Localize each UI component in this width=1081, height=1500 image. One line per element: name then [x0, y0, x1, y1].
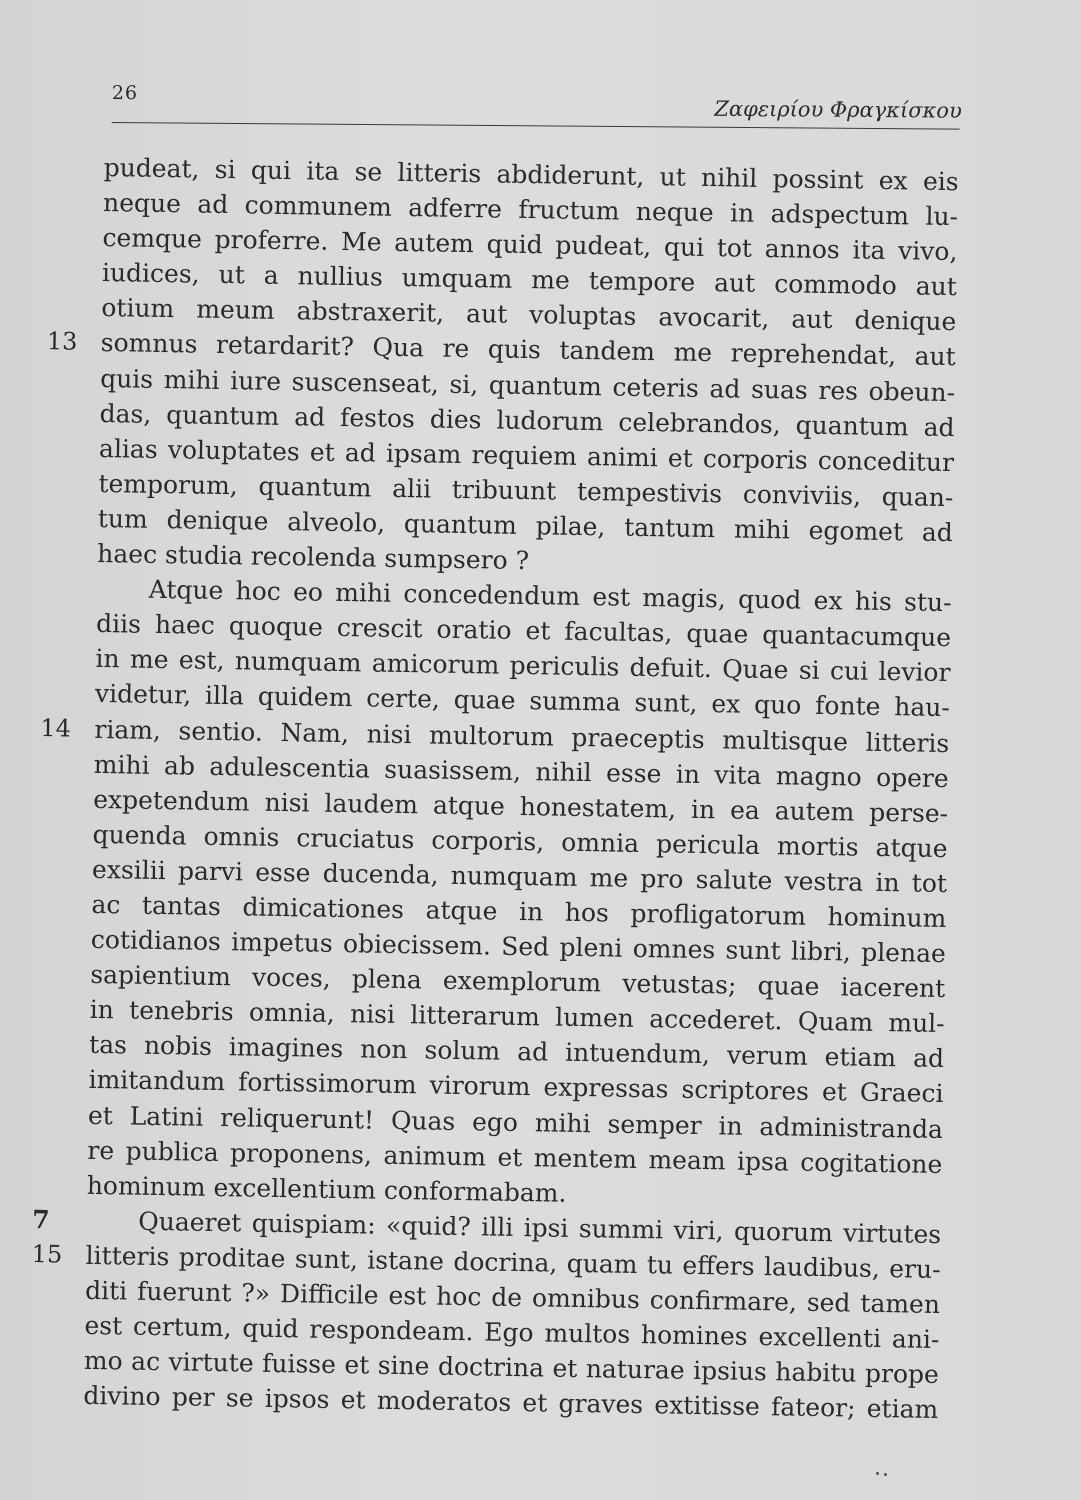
text-line: otium meum abstraxerit, aut voluptas avocarit, aut denique [101, 293, 957, 337]
print-speck [884, 1473, 887, 1476]
running-head: Ζαφειρίου Φραγκίσκου [714, 96, 962, 123]
text-line: diis haec quoque crescit oratio et facultas, quae quantacumque [95, 609, 952, 653]
print-speck [876, 1472, 879, 1475]
text-line: cotidianos impetus obiecissem. Sed pleni omnes sunt libri, plenae [90, 924, 947, 969]
section-number: 14 [40, 713, 72, 743]
text-line: iudices, ut a nullius umquam me tempore aut commodo aut [101, 258, 958, 302]
text-line: mo ac virtute fuisse et sine doctrina et naturae ipsius habitu prope [83, 1346, 940, 1390]
text-line: tas nobis imagines non solum ad intuendum, verum etiam ad [88, 1030, 945, 1074]
chapter-number: 7 [32, 1204, 50, 1235]
latin-text [31, 150, 959, 1427]
text-line: quis mihi iure suscenseat, si, quantum ceteris ad suas res obeun- [99, 363, 956, 407]
header-rule [112, 122, 960, 130]
text-line: exsilii parvi esse ducenda, numquam me pro salute vestra in tot [91, 854, 948, 898]
text-line: 13 somnus retardarit? Qua re quis tandem me reprehendat, aut [101, 325, 956, 374]
section-number: 15 [31, 1239, 63, 1269]
text-line: Atque hoc eo mihi concedendum est magis, quod ex his stu- [148, 574, 952, 618]
text-line: est certum, quid respondeam. Ego multos homines excellenti ani- [84, 1310, 940, 1355]
text-line: das, quantum ad festos dies ludorum celebrandos, quantum ad [99, 398, 955, 442]
page-header [112, 78, 962, 133]
text-line: 15 litteris proditae sunt, istane docrina, quam tu effers laudibus, eru- [85, 1238, 940, 1287]
section-number: 13 [46, 327, 78, 357]
text-line: haec studia recolenda sumpsero ? [97, 538, 530, 576]
text-line: videtur, illa quidem certe, quae summa sunt, ex quo fonte hau- [94, 679, 951, 723]
text-line: tum denique alveolo, quantum pilae, tantum mihi egomet ad [97, 503, 954, 548]
text-line: imitandum fortissimorum virorum expressas scriptores et Graeci [88, 1065, 944, 1109]
page-number: 26 [111, 81, 139, 105]
text-line: 7 Quaeret quispiam: «quid? illi ipsi summi viri, quorum virtutes [86, 1203, 941, 1252]
text-line: in tenebris omnia, nisi litterarum lumen accederet. Quam mul- [89, 995, 945, 1039]
text-line: divino per se ipsos et moderatos et graves extitisse fateor; etiam [83, 1381, 939, 1425]
text-line: hominum excellentium conformabam. [86, 1170, 567, 1208]
text-line: pudeat, si qui ita se litteris abdiderunt, ut nihil possint ex eis [103, 152, 959, 197]
text-line: alias voluptates et ad ipsam requiem animi et corporis conceditur [98, 433, 955, 477]
text-line: quenda omnis cruciatus corporis, omnia pericula mortis atque [92, 819, 948, 863]
text-line: diti fuerunt ?» Difficile est hoc de omnibus confirmare, sed tamen [84, 1275, 941, 1320]
text-line: temporum, quantum alii tribuunt tempestivis conviviis, quan- [98, 468, 954, 512]
text-line: neque ad communem adferre fructum neque in adspectum lu- [102, 188, 959, 232]
text-line: mihi ab adulescentia suasissem, nihil esse in vita magno opere [93, 749, 949, 793]
text-line: expetendum nisi laudem atque honestatem, in ea autem perse- [92, 784, 949, 828]
text-line: re publica proponens, animum et mentem meam ipsa cogitatione [87, 1135, 943, 1179]
text-line: et Latini reliquerunt! Quas ego mihi semper in administranda [87, 1100, 944, 1144]
text-line: ac tantas dimicationes atque in hos profligatorum hominum [91, 889, 947, 934]
text-line: sapientium voces, plena exemplorum vetustas; quae iacerent [90, 960, 946, 1004]
text-line: cemque proferre. Me autem quid pudeat, qui tot annos ita vivo, [102, 223, 958, 267]
text-line: in me est, numquam amicorum periculis defuit. Quae si cui levior [95, 644, 951, 688]
text-line: 14 riam, sentio. Nam, nisi multorum praeceptis multisque litteris [94, 711, 949, 760]
